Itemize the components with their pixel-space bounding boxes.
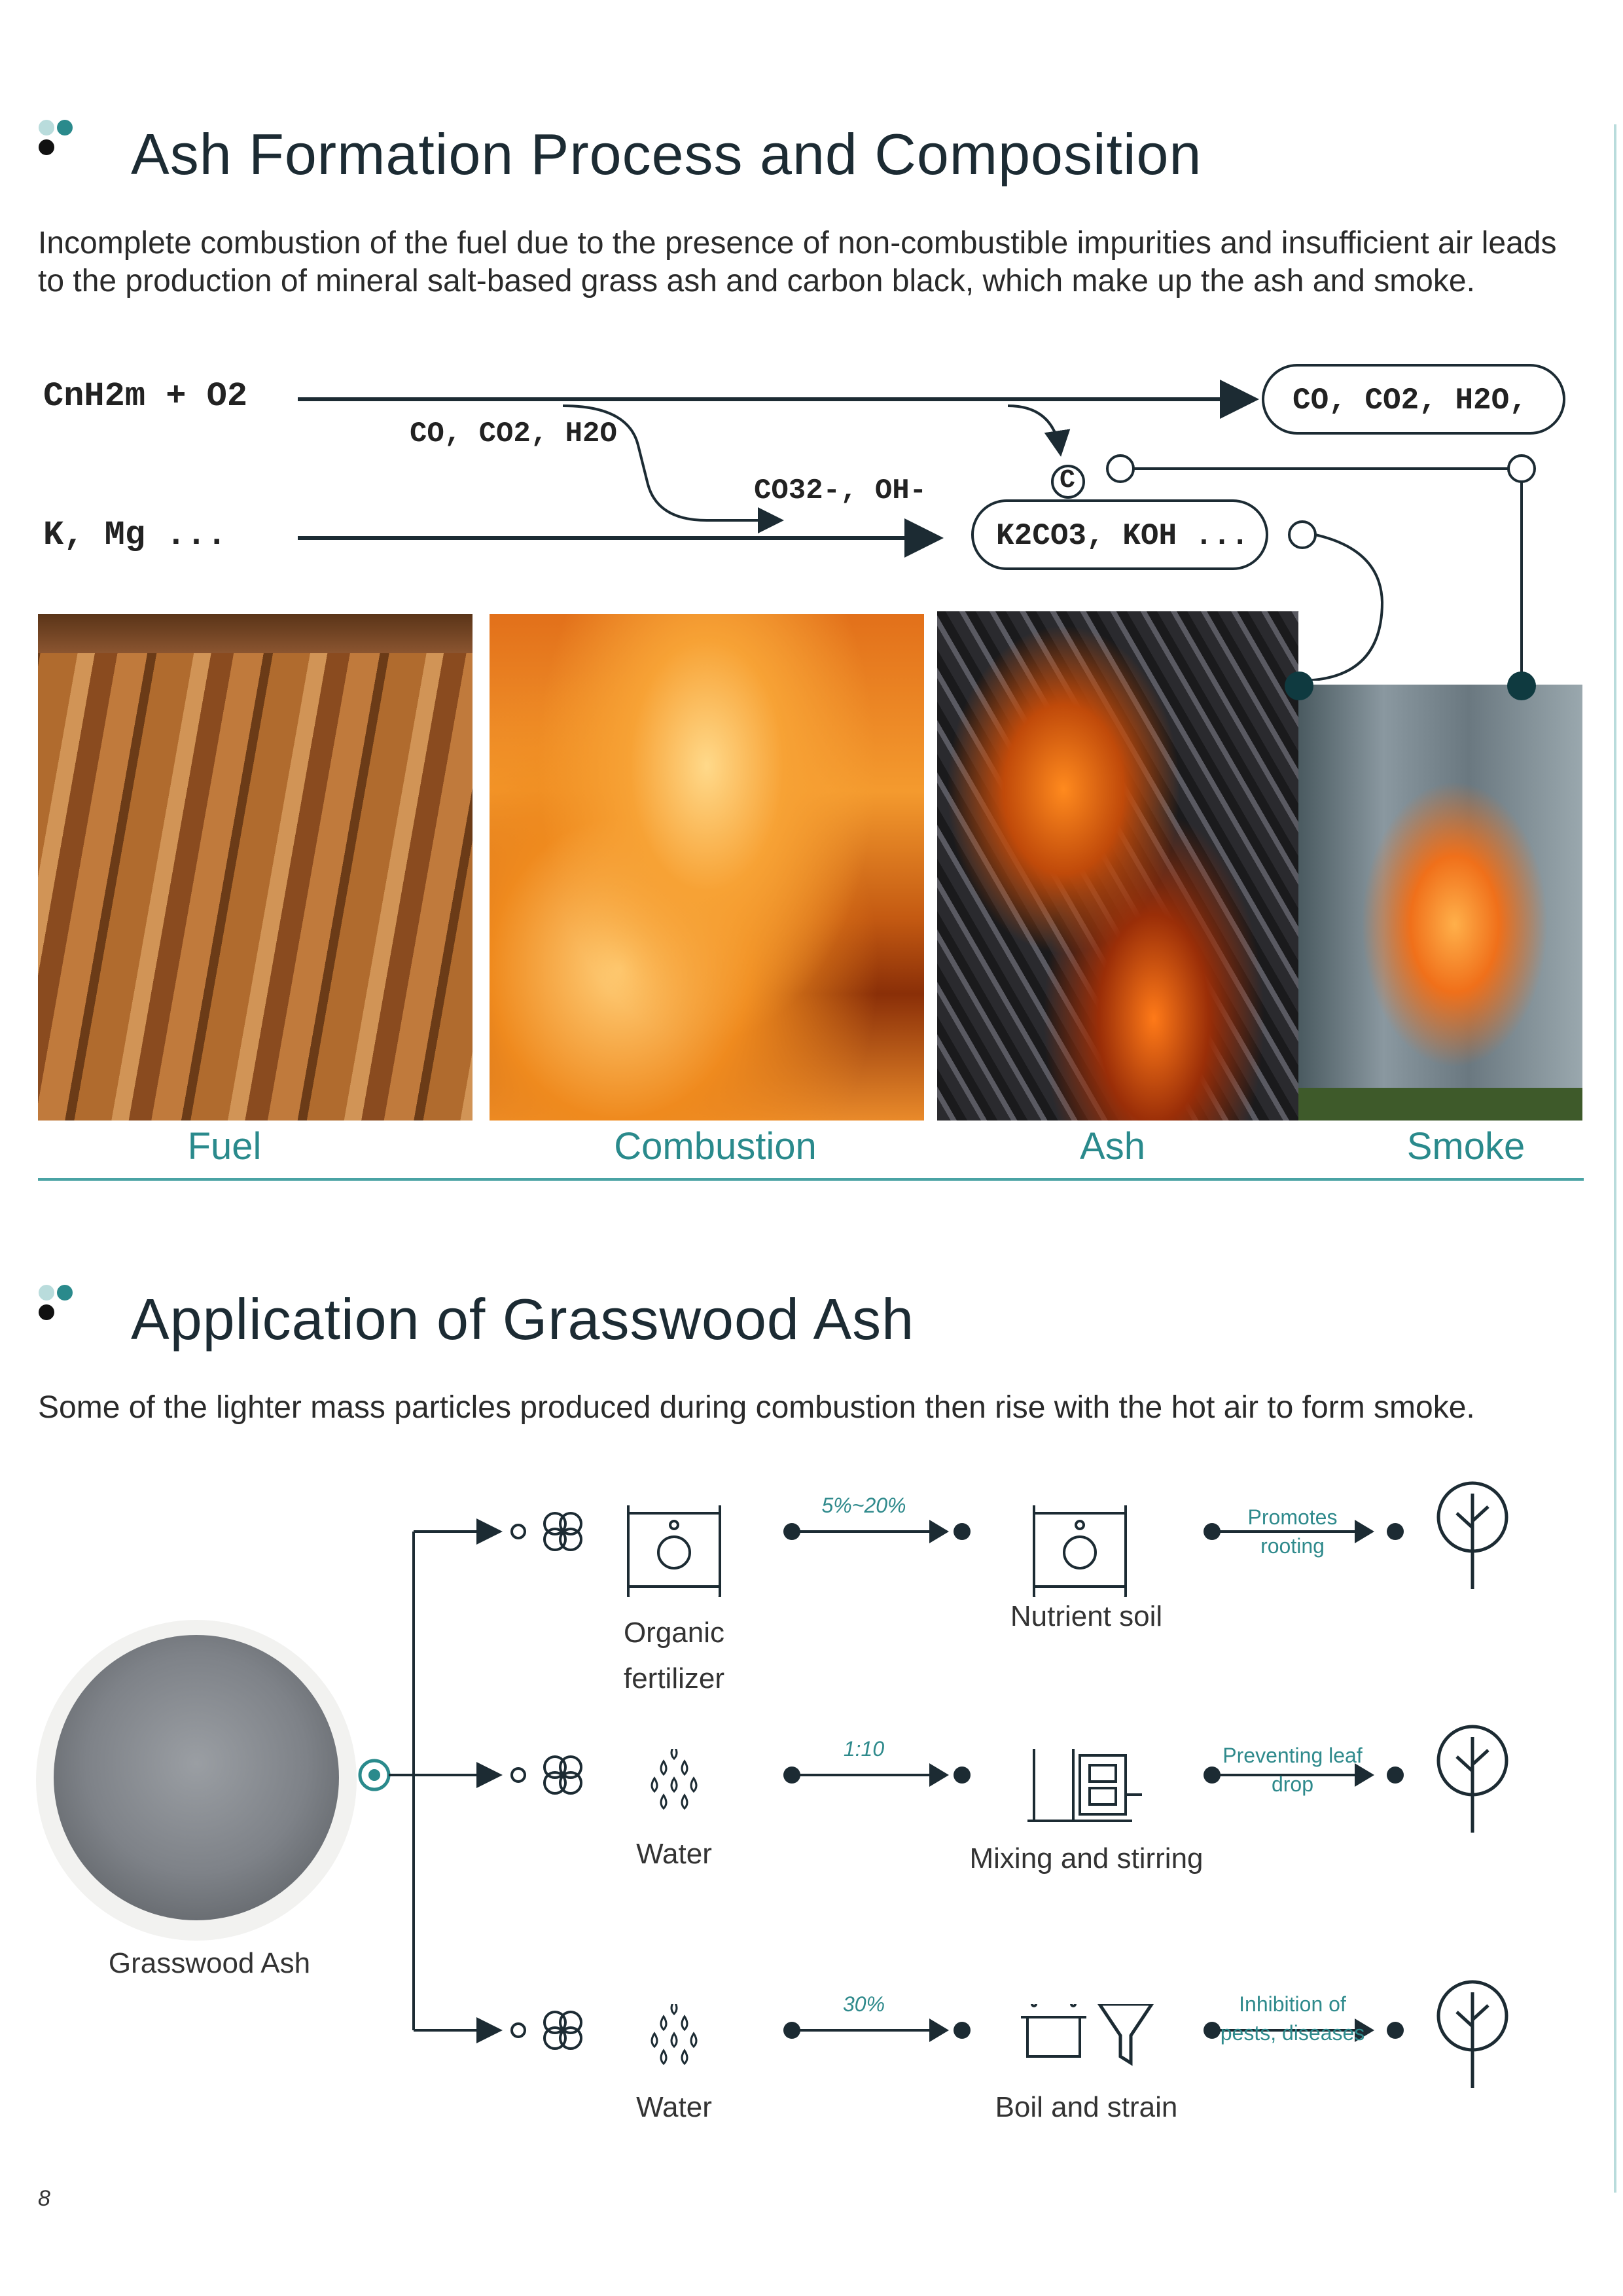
row1-ratio: 5%~20% (821, 1494, 906, 1517)
tree-icon (1433, 1724, 1512, 1835)
grasswood-ash-label: Grasswood Ash (108, 1947, 311, 1979)
carbon-connector (1107, 456, 1133, 482)
section-title: Application of Grasswood Ash (131, 1287, 915, 1352)
row2-ratio: 1:10 (843, 1737, 885, 1761)
nutrient-soil-bag-icon (1034, 1505, 1126, 1597)
page-number: 8 (38, 2186, 50, 2211)
funnel-icon (1099, 2004, 1152, 2063)
caption-divider (38, 1178, 1584, 1181)
carbon-branch-curve (1008, 406, 1060, 452)
ion-label: CO32-, OH- (754, 475, 927, 507)
salt-products: K2CO3, KOH ... (996, 519, 1249, 553)
photo-junction-dots (1283, 666, 1544, 706)
smoke-connector (1508, 456, 1535, 482)
combustion-photo (490, 614, 924, 1121)
caption-combustion: Combustion (614, 1125, 817, 1168)
salts-connector (1289, 522, 1315, 548)
section-bullet-icon (34, 1283, 86, 1329)
row3-process-label: Boil and strain (995, 2091, 1178, 2123)
row3-ratio: 30% (842, 1992, 885, 2016)
ash-photo (937, 611, 1298, 1121)
water-drops-icon (652, 2004, 696, 2064)
water-drops-icon (652, 1749, 696, 1808)
flower-icon (544, 2012, 581, 2049)
grasswood-ash-image (36, 1620, 357, 1941)
mixer-machine-icon (1027, 1749, 1142, 1821)
tree-icon (1433, 1480, 1512, 1592)
row1-effect: Promotes rooting (1247, 1505, 1338, 1558)
section-title: Ash Formation Process and Composition (131, 122, 1202, 187)
carbon-label: C (1060, 466, 1076, 495)
row1-input-label: Organic fertilizer (623, 1617, 725, 1695)
section-paragraph: Some of the lighter mass particles produced during combustion then rise with the hot air to form smoke. (38, 1390, 1475, 1425)
row3-input-label: Water (636, 2091, 712, 2123)
row3-effect: Inhibition of pests, diseases (1220, 1992, 1365, 2045)
caption-smoke: Smoke (1406, 1125, 1525, 1168)
row2-input-label: Water (636, 1838, 712, 1870)
fuel-formula: CnH2m + O2 (43, 377, 248, 416)
row2-effect: Preventing leaf drop (1222, 1744, 1363, 1796)
flower-icon (544, 1513, 581, 1550)
row1-process-label: Nutrient soil (1010, 1600, 1163, 1632)
fertilizer-bag-icon (628, 1505, 720, 1597)
gas-products: CO, CO2, H2O, (1293, 384, 1527, 418)
intermediate-gases: CO, CO2, H2O (410, 418, 617, 450)
caption-ash: Ash (1080, 1125, 1145, 1168)
smoke-photo (1298, 685, 1582, 1121)
fuel-photo (38, 614, 473, 1121)
row2-process-label: Mixing and stirring (969, 1842, 1204, 1874)
section-bullet-icon (34, 118, 86, 164)
boil-pot-icon (1021, 2004, 1086, 2056)
caption-fuel: Fuel (187, 1125, 262, 1168)
section-paragraph: Incomplete combustion of the fuel due to the presence of non-combustible impurities and insufficient air leads to the production of mineral salt-based grass ash and carbon black, which make up the ash and smoke. (38, 226, 1557, 298)
flower-icon (544, 1757, 581, 1793)
tree-icon (1433, 1979, 1512, 2090)
mineral-formula: K, Mg ... (43, 516, 227, 554)
